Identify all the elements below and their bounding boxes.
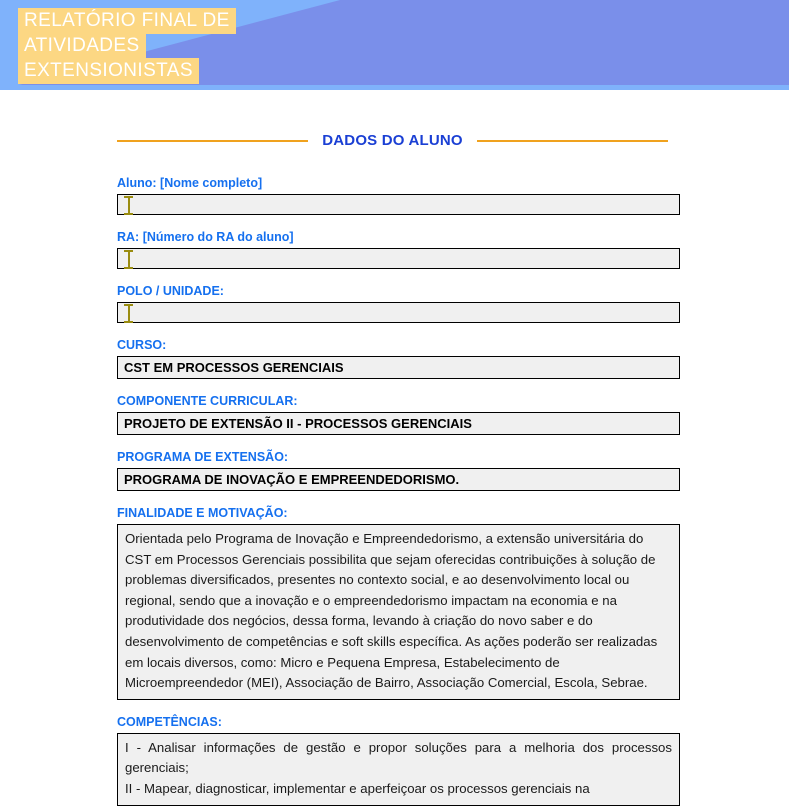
field-input-componente-curricular[interactable]: PROJETO DE EXTENSÃO II - PROCESSOS GERENCIAIS xyxy=(117,412,680,435)
field-finalidade-e-motivacao xyxy=(117,505,789,700)
field-label-componente-curricular: COMPONENTE CURRICULAR: xyxy=(117,394,298,408)
field-label-polo-unidade: POLO / UNIDADE: xyxy=(117,284,224,298)
field-input-programa-de-extensao[interactable]: PROGRAMA DE INOVAÇÃO E EMPREENDEDORISMO. xyxy=(117,468,680,491)
field-label-ra: RA: [Número do RA do aluno] xyxy=(117,230,294,244)
field-aluno xyxy=(117,175,789,215)
banner-bottom-strip xyxy=(0,85,789,90)
field-programa-de-extensao xyxy=(117,449,789,491)
field-componente-curricular xyxy=(117,393,789,435)
field-label-aluno: Aluno: [Nome completo] xyxy=(117,176,263,190)
field-label-curso: CURSO: xyxy=(117,338,167,352)
text-caret-icon xyxy=(124,304,133,323)
field-input-finalidade-e-motivacao[interactable] xyxy=(117,524,680,700)
document-body xyxy=(0,132,789,806)
text-caret-icon xyxy=(124,250,133,269)
page-header-banner xyxy=(0,0,789,90)
field-label-programa-de-extensao: PROGRAMA DE EXTENSÃO: xyxy=(117,450,289,464)
banner-title xyxy=(18,8,358,83)
field-input-aluno[interactable] xyxy=(117,194,680,215)
banner-title-line-2: ATIVIDADES xyxy=(18,33,146,59)
field-input-curso[interactable]: CST EM PROCESSOS GERENCIAIS xyxy=(117,356,680,379)
field-ra xyxy=(117,229,789,269)
section-header-dados-do-aluno xyxy=(0,132,789,149)
paragraph-line: I - Analisar informações de gestão e propor soluções para a melhoria dos processos gerenciais; xyxy=(125,739,672,776)
banner-title-line-3: EXTENSIONISTAS xyxy=(18,58,199,84)
section-rule-right xyxy=(477,140,668,142)
page-title: DADOS DO ALUNO xyxy=(322,132,463,149)
banner-title-line-1: RELATÓRIO FINAL DE xyxy=(18,8,236,34)
field-label-competencias: COMPETÊNCIAS: xyxy=(117,714,222,729)
paragraph-line: Orientada pelo Programa de Inovação e Empreendedorismo, a extensão universitária do CST em Processos Gerenciais possibilita que sejam oferecidas contribuições à solução de problemas diversificados, presentes no contexto social, e ao desenvolvimento local ou regional, sendo que a inovação e o empreendedorismo impactam na economia e na produtividade dos negócios, dessa forma, levando à criação do novo saber e do desenvolvimento de competências e soft skills específica. As ações poderão ser realizadas em locais diversos, como: Micro e Pequena Empresa, Estabelecimento de Microempreendedor (MEI), Associação de Bairro, Associação Comercial, Escola, Sebrae. xyxy=(125,531,658,691)
paragraph-line: II - Mapear, diagnosticar, implementar e aperfeiçoar os processos gerenciais na xyxy=(125,780,590,796)
field-input-polo-unidade[interactable] xyxy=(117,302,680,323)
section-rule-left xyxy=(117,140,308,142)
text-caret-icon xyxy=(124,196,133,215)
field-curso xyxy=(117,337,789,379)
field-label-finalidade-e-motivacao: FINALIDADE E MOTIVAÇÃO: xyxy=(117,506,288,520)
field-competencias xyxy=(117,714,789,806)
field-input-competencias[interactable] xyxy=(117,733,680,806)
form-fields-container xyxy=(0,175,789,806)
field-polo-unidade xyxy=(117,283,789,323)
field-input-ra[interactable] xyxy=(117,248,680,269)
